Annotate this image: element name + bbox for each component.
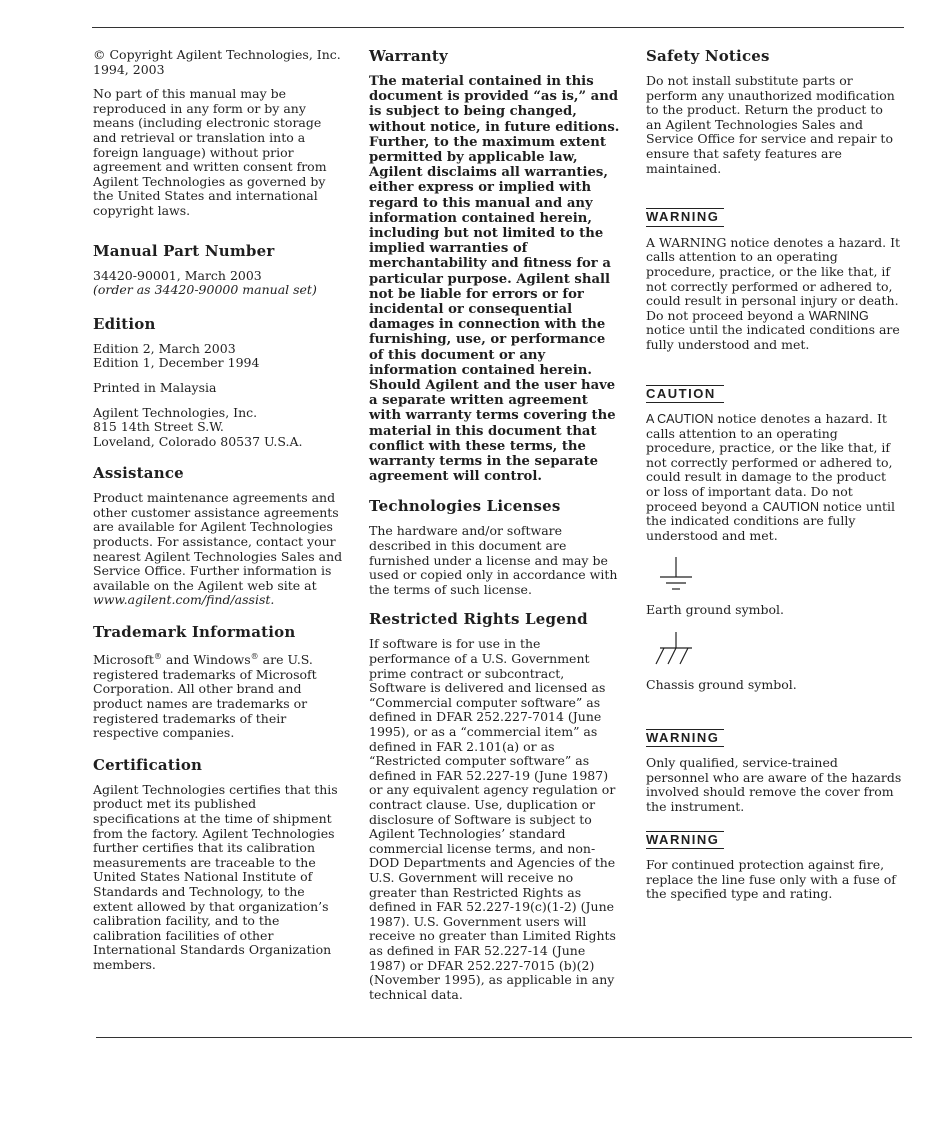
caution-text — [646, 412, 902, 543]
address-line-2: 815 14th Street S.W. — [93, 419, 224, 435]
trademark-text — [93, 650, 345, 741]
trademark-heading: Trademark Information — [93, 623, 296, 642]
certification-heading: Certification — [93, 755, 203, 774]
address-block — [93, 406, 345, 450]
assistance-url[interactable]: www.agilent.com/find/assist. — [93, 592, 275, 608]
warning-label-3: WARNING — [646, 831, 724, 850]
column-middle — [369, 48, 623, 1012]
warranty-text: The material contained in this document is provided “as is,” and is subject to being changed, without notice, in future editions. Further, to the maximum extent permitted by applicable law, Agilent disclaims all warranties, either express or implied with regard to this manual and any information contained herein, including but not limited to the implied warranties of merchantability and fitness for a particular purpose. Agilent shall not be liable for errors or for incidental or consequential damages in connection with the furnishing, use, or performance of this document or any information contained herein. Should Agilent and the user have a separate written agreement with warranty terms covering the material in this document that conflict with these terms, the warranty terms in the separate agreement will control. — [369, 74, 620, 485]
warning-tail: notice until the indicated conditions are fully understood and met. — [646, 322, 900, 352]
rights-text: No part of this manual may be reproduced in any form or by any means (including electronic storage and retrieval or translation into a foreign language) without prior agreement and written consent from Agilent Technologies as governed by the United States and international copyright laws. — [93, 86, 327, 218]
caution-label: CAUTION — [646, 385, 724, 404]
restricted-heading: Restricted Rights Legend — [369, 610, 588, 629]
caution-tail: notice until the indicated conditions are fully understood and met. — [646, 498, 896, 543]
warranty-heading: Warranty — [369, 47, 448, 65]
warning-text-2: Only qualified, service-trained personnel who are aware of the hazards involved should remove the cover from the instrument. — [646, 755, 902, 814]
warning-word: WARNING — [808, 308, 869, 323]
safety-text: Do not install substitute parts or perform any unauthorized modification to the product. Return the product to an Agilent Technologies Sales and Service Office for service and repair to ensure that safety features are maintained. — [646, 73, 895, 176]
warning-body: A WARNING notice denotes a hazard. It calls attention to an operating procedure, practice, or the like that, if not correctly performed or adhered to, could result in personal injury or death. Do not proceed beyond a — [646, 234, 901, 323]
warning-label-2: WARNING — [646, 729, 724, 748]
edition-1: Edition 1, December 1994 — [93, 355, 260, 371]
address-line-1: Agilent Technologies, Inc. — [93, 404, 258, 420]
licenses-heading: Technologies Licenses — [369, 497, 561, 516]
top-rule — [92, 27, 904, 28]
restricted-text: If software is for use in the performance of a U.S. Government prime contract or subcontract, Software is delivered and licensed as “Commercial computer software” as defined in DFAR 252.227-7014 (June 1995), or as a “commercial item” as defined in FAR 2.101(a) or as “Restricted computer software” as defined in FAR 52.227-19 (June 1987) or any equivalent agency regulation or contract clause. Use, duplication or disclosure of Software is subject to Agilent Technologies’ standard commercial license terms, and non-DOD Departments and Agencies of the U.S. Government will receive no greater than Restricted Rights as defined in FAR 52.227-19(c)(1-2) (June 1987). U.S. Government users will receive no greater than Limited Rights as defined in FAR 52.227-14 (June 1987) or DFAR 252.227-7015 (b)(2) (November 1995), as applicable in any technical data. — [369, 636, 616, 1002]
column-right — [646, 48, 902, 912]
chassis-ground-caption: Chassis ground symbol. — [646, 677, 797, 693]
part-number-heading: Manual Part Number — [93, 241, 275, 260]
registered-mark: ® — [250, 652, 259, 662]
safety-heading: Safety Notices — [646, 47, 770, 65]
earth-ground-icon — [646, 553, 706, 597]
copyright-text: © Copyright Agilent Technologies, Inc. 1994, 2003 — [93, 47, 341, 77]
trademark-microsoft: Microsoft — [93, 652, 154, 668]
caution-word-lead: A CAUTION — [646, 412, 714, 427]
trademark-windows: and Windows — [161, 652, 251, 668]
caution-word: CAUTION — [762, 499, 819, 514]
warning-label: WARNING — [646, 208, 724, 227]
part-number: 34420-90001, March 2003 — [93, 267, 262, 283]
assistance-text — [93, 491, 345, 608]
registered-mark: ® — [153, 652, 162, 662]
warning-text-3: For continued protection against fire, replace the line fuse only with a fuse of the specified type and rating. — [646, 857, 896, 902]
bottom-rule — [96, 1037, 912, 1038]
assistance-heading: Assistance — [93, 464, 184, 483]
assistance-body: Product maintenance agreements and other customer assistance agreements are available for Agilent Technologies products. For assistance, contact your nearest Agilent Technologies Sales and Service Office. Further information is available on the Agilent web site at — [93, 490, 343, 593]
part-number-block — [93, 269, 345, 298]
warning-text — [646, 236, 902, 353]
certification-text: Agilent Technologies certifies that this product met its published specifications at the time of shipment from the factory. Agilent Technologies further certifies that its calibration measurements are traceable to the United States National Institute of Standards and Technology, to the extent allowed by that organization’s calibration facility, and to the calibration facilities of other International Standards Organization members. — [93, 781, 338, 972]
earth-ground-caption: Earth ground symbol. — [646, 602, 785, 618]
edition-2: Edition 2, March 2003 — [93, 340, 236, 356]
address-line-3: Loveland, Colorado 80537 U.S.A. — [93, 433, 303, 449]
column-left — [93, 48, 345, 982]
edition-heading: Edition — [93, 314, 156, 333]
licenses-text: The hardware and/or software described in this document are furnished under a license and may be used or copied only in accordance with the terms of such license. — [369, 523, 618, 597]
printed-text: Printed in Malaysia — [93, 379, 217, 395]
part-order: (order as 34420-90000 manual set) — [93, 282, 317, 298]
trademark-rest: are U.S. registered trademarks of Microsoft Corporation. All other brand and product names are trademarks or registered trademarks of their respective companies. — [93, 652, 317, 741]
chassis-ground-icon — [646, 628, 706, 672]
caution-body: notice denotes a hazard. It calls attention to an operating procedure, practice, or the like that, if not correctly performed or adhered to, could result in damage to the product or loss of important data. Do not proceed beyond a — [646, 411, 893, 514]
edition-block — [93, 342, 345, 371]
